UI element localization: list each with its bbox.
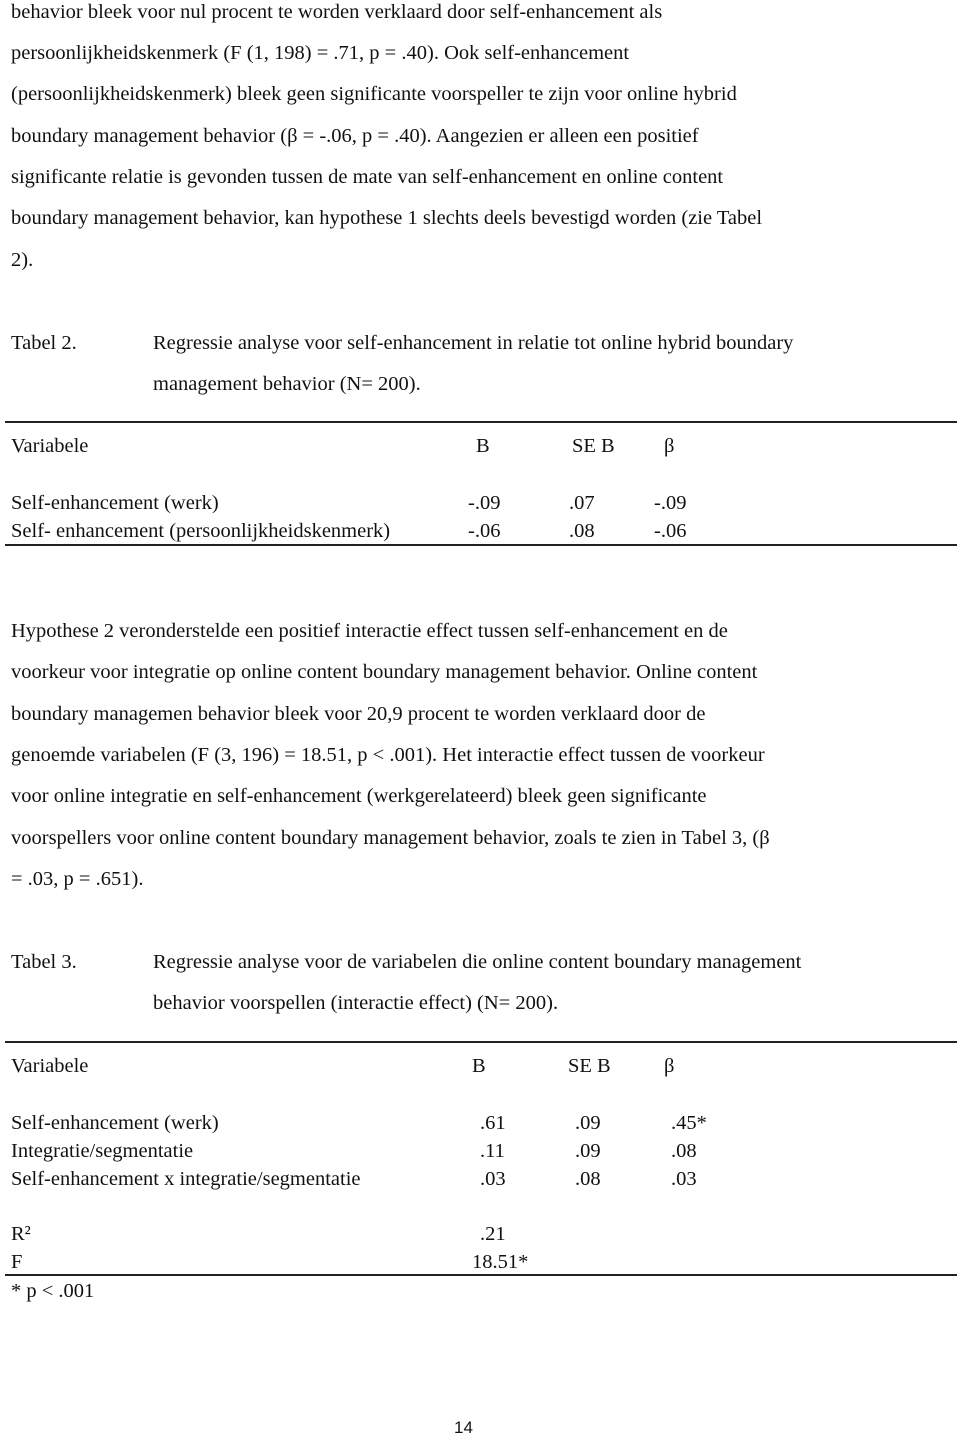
table-rule-bottom [5,544,957,546]
text-line: boundary managemen behavior bleek voor 20,9 procent te worden verklaard door de [11,703,706,725]
cell-b: .11 [480,1140,505,1162]
column-header-beta: β [664,435,675,457]
page-number: 14 [454,1418,473,1437]
caption-line: behavior voorspellen (interactie effect) (N= 200). [153,992,559,1014]
column-header-se-b: SE B [568,1055,611,1077]
cell-variable: Self-enhancement (werk) [11,492,219,514]
cell-variable: Self-enhancement x integratie/segmentatie [11,1168,361,1190]
stat-value: 18.51* [472,1251,529,1273]
table-note: * p < .001 [11,1280,95,1302]
table-label: Tabel 2. [11,332,77,354]
column-header-b: B [472,1055,486,1077]
column-header-se-b: SE B [572,435,615,457]
cell-variable: Self-enhancement (werk) [11,1112,219,1134]
text-line: boundary management behavior (β = -.06, p = .40). Aangezien er alleen een positief [11,125,699,147]
text-line: significante relatie is gevonden tussen de mate van self-enhancement en online content [11,166,724,188]
cell-se-b: .09 [575,1112,601,1134]
table-label: Tabel 3. [11,951,77,973]
table-rule-bottom [5,1274,957,1276]
cell-se-b: .08 [575,1168,601,1190]
text-line: 2). [11,249,34,271]
column-header-beta: β [664,1055,675,1077]
cell-b: -.09 [468,492,501,514]
table-rule-top [5,421,957,423]
caption-line: management behavior (N= 200). [153,373,421,395]
cell-beta: .45* [671,1112,707,1134]
cell-b: -.06 [468,520,501,542]
stat-value: .21 [480,1223,506,1245]
text-line: persoonlijkheidskenmerk (F (1, 198) = .71, p = .40). Ook self-enhancement [11,42,630,64]
cell-se-b: .08 [569,520,595,542]
cell-beta: -.06 [654,520,687,542]
cell-beta: -.09 [654,492,687,514]
text-line: voor online integratie en self-enhancement (werkgerelateerd) bleek geen significante [11,785,707,807]
column-header-variabele: Variabele [11,1055,89,1077]
text-line: genoemde variabelen (F (3, 196) = 18.51, p < .001). Het interactie effect tussen de voorkeur [11,744,765,766]
text-line: boundary management behavior, kan hypothese 1 slechts deels bevestigd worden (zie Tabel [11,207,763,229]
text-line: behavior bleek voor nul procent te worden verklaard door self-enhancement als [11,1,663,23]
caption-line: Regressie analyse voor de variabelen die online content boundary management [153,951,802,973]
stat-label: R² [11,1223,31,1245]
cell-se-b: .09 [575,1140,601,1162]
cell-beta: .03 [671,1168,697,1190]
text-line: (persoonlijkheidskenmerk) bleek geen significante voorspeller te zijn voor online hybrid [11,83,737,105]
text-line: voorspellers voor online content boundary management behavior, zoals te zien in Tabel 3, (β [11,827,770,849]
caption-line: Regressie analyse voor self-enhancement in relatie tot online hybrid boundary [153,332,794,354]
cell-variable: Self- enhancement (persoonlijkheidskenmerk) [11,520,391,542]
cell-b: .61 [480,1112,506,1134]
column-header-variabele: Variabele [11,435,89,457]
text-line: = .03, p = .651). [11,868,144,890]
text-line: Hypothese 2 veronderstelde een positief interactie effect tussen self-enhancement en de [11,620,728,642]
column-header-b: B [476,435,490,457]
stat-label: F [11,1251,23,1273]
cell-se-b: .07 [569,492,595,514]
cell-variable: Integratie/segmentatie [11,1140,194,1162]
table-rule-top [5,1041,957,1043]
text-line: voorkeur voor integratie op online content boundary management behavior. Online content [11,661,758,683]
cell-beta: .08 [671,1140,697,1162]
cell-b: .03 [480,1168,506,1190]
